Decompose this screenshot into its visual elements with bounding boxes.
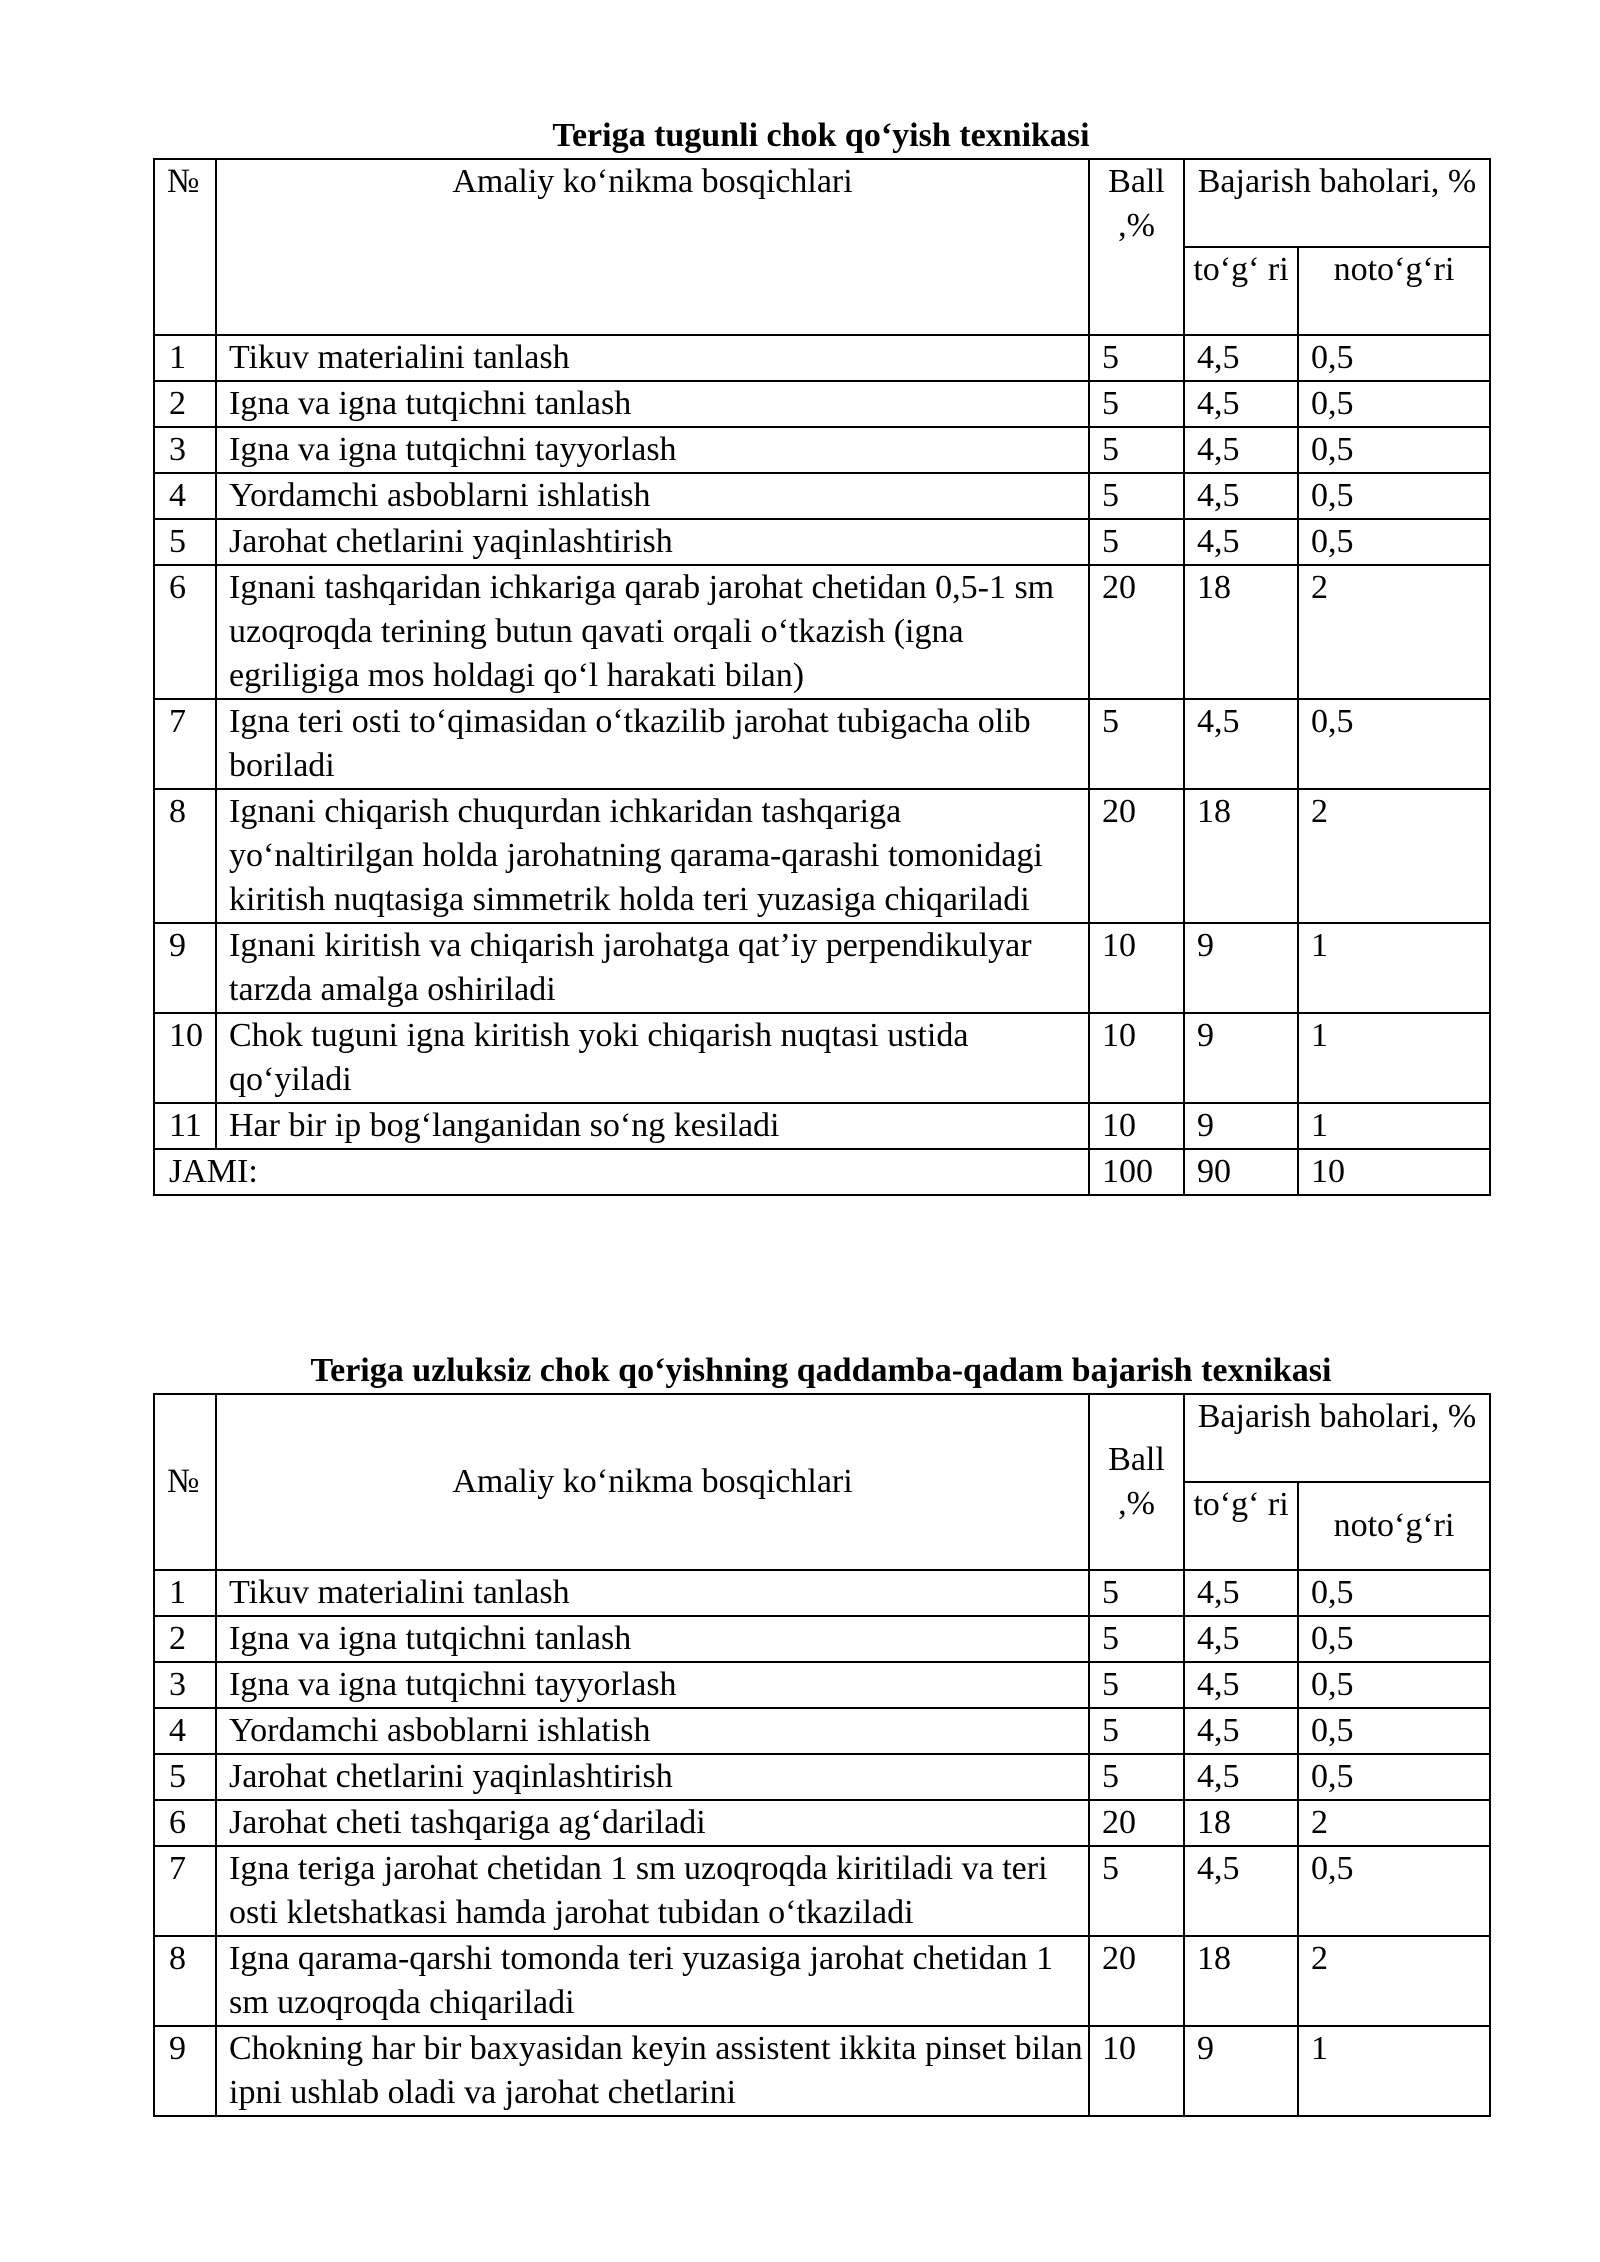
row-togri: 4,5 [1184,427,1298,473]
table-row [154,519,1490,565]
row-togri: 4,5 [1184,1708,1298,1754]
row-notogri: 0,5 [1298,427,1490,473]
row-ball: 5 [1089,1570,1184,1616]
row-step-text: Igna va igna tutqichni tayyorlash [216,1662,1089,1708]
row-ball: 5 [1089,1846,1184,1936]
row-number: 6 [154,565,216,699]
row-number: 3 [154,1662,216,1708]
row-ball: 5 [1089,519,1184,565]
row-ball: 5 [1089,335,1184,381]
row-togri: 4,5 [1184,1616,1298,1662]
row-notogri: 1 [1298,1013,1490,1103]
row-ball: 10 [1089,1103,1184,1149]
table-row [154,473,1490,519]
row-number: 6 [154,1800,216,1846]
row-step-text: Igna qarama-qarshi tomonda teri yuzasiga jarohat chetidan 1 sm uzoqroqda chiqariladi [216,1936,1089,2026]
row-ball: 20 [1089,1936,1184,2026]
row-number: 9 [154,2026,216,2116]
table1-header-steps: Amaliy ko‘nikma bosqichlari [216,159,1089,335]
row-step-text: Tikuv materialini tanlash [216,1570,1089,1616]
row-ball: 10 [1089,2026,1184,2116]
row-step-text: Jarohat cheti tashqariga ag‘dariladi [216,1800,1089,1846]
row-ball: 10 [1089,1013,1184,1103]
row-number: 4 [154,473,216,519]
table2-header-steps: Amaliy ko‘nikma bosqichlari [216,1394,1089,1570]
table-row [154,381,1490,427]
row-togri: 9 [1184,1103,1298,1149]
table-row [154,1846,1490,1936]
row-step-text: Igna teriga jarohat chetidan 1 sm uzoqroqda kiritiladi va teri osti kletshatkasi hamda jarohat tubidan o‘tkaziladi [216,1846,1089,1936]
table1-header-ball: Ball ,% [1089,159,1184,335]
table1-total-row [154,1149,1490,1195]
table2-header-ball: Ball ,% [1089,1394,1184,1570]
row-number: 1 [154,335,216,381]
table-row [154,2026,1490,2116]
row-step-text: Chokning har bir baxyasidan keyin assistent ikkita pinset bilan ipni ushlab oladi va jarohat chetlarini [216,2026,1089,2116]
row-togri: 4,5 [1184,335,1298,381]
row-number: 1 [154,1570,216,1616]
row-notogri: 0,5 [1298,1662,1490,1708]
table2-title: Teriga uzluksiz chok qo‘yishning qaddamba-qadam bajarish texnikasi [310,1352,1332,1389]
row-ball: 10 [1089,923,1184,1013]
row-ball: 20 [1089,789,1184,923]
row-ball: 5 [1089,1708,1184,1754]
row-number: 8 [154,1936,216,2026]
row-ball: 5 [1089,1754,1184,1800]
row-number: 11 [154,1103,216,1149]
row-togri: 4,5 [1184,381,1298,427]
row-step-text: Igna va igna tutqichni tanlash [216,381,1089,427]
row-step-text: Ignani tashqaridan ichkariga qarab jarohat chetidan 0,5-1 sm uzoqroqda terining butun qavati orqali o‘tkazish (igna egriligiga mos holdagi qo‘l harakati bilan) [216,565,1089,699]
row-number: 10 [154,1013,216,1103]
row-notogri: 0,5 [1298,1616,1490,1662]
row-togri: 9 [1184,2026,1298,2116]
table-row [154,1013,1490,1103]
row-notogri: 0,5 [1298,381,1490,427]
table1-header-togri: to‘g‘ ri [1184,247,1298,335]
row-togri: 9 [1184,923,1298,1013]
row-notogri: 0,5 [1298,335,1490,381]
row-number: 4 [154,1708,216,1754]
table-row [154,1708,1490,1754]
table-row [154,1936,1490,2026]
row-ball: 5 [1089,1616,1184,1662]
row-step-text: Yordamchi asboblarni ishlatish [216,1708,1089,1754]
row-notogri: 0,5 [1298,473,1490,519]
table-row [154,1662,1490,1708]
row-notogri: 2 [1298,789,1490,923]
row-number: 5 [154,1754,216,1800]
row-ball: 5 [1089,473,1184,519]
row-step-text: Har bir ip bog‘langanidan so‘ng kesiladi [216,1103,1089,1149]
table1-total-ball: 100 [1089,1149,1184,1195]
table1-body [154,335,1490,1149]
row-togri: 4,5 [1184,519,1298,565]
row-step-text: Ignani chiqarish chuqurdan ichkaridan tashqariga yo‘naltirilgan holda jarohatning qarama-qarashi tomonidagi kiritish nuqtasiga simmetrik holda teri yuzasiga chiqariladi [216,789,1089,923]
row-notogri: 0,5 [1298,519,1490,565]
table-row [154,427,1490,473]
table1 [153,158,1491,1196]
row-notogri: 0,5 [1298,1846,1490,1936]
row-ball: 20 [1089,565,1184,699]
table1-header-notogri: noto‘g‘ri [1298,247,1490,335]
table-row [154,1570,1490,1616]
row-ball: 5 [1089,381,1184,427]
row-notogri: 2 [1298,1936,1490,2026]
row-step-text: Jarohat chetlarini yaqinlashtirish [216,1754,1089,1800]
row-number: 5 [154,519,216,565]
table2 [153,1393,1491,2117]
row-notogri: 2 [1298,565,1490,699]
row-togri: 4,5 [1184,1662,1298,1708]
table-row [154,1616,1490,1662]
row-ball: 5 [1089,699,1184,789]
row-notogri: 0,5 [1298,1570,1490,1616]
row-togri: 18 [1184,789,1298,923]
row-ball: 5 [1089,1662,1184,1708]
row-notogri: 0,5 [1298,1754,1490,1800]
row-number: 2 [154,1616,216,1662]
table2-header-togri: to‘g‘ ri [1184,1482,1298,1570]
row-ball: 20 [1089,1800,1184,1846]
row-notogri: 1 [1298,2026,1490,2116]
row-notogri: 0,5 [1298,699,1490,789]
row-step-text: Tikuv materialini tanlash [216,335,1089,381]
row-number: 9 [154,923,216,1013]
table1-total-togri: 90 [1184,1149,1298,1195]
table-row [154,789,1490,923]
row-notogri: 2 [1298,1800,1490,1846]
table-row [154,1754,1490,1800]
row-togri: 4,5 [1184,1570,1298,1616]
row-togri: 4,5 [1184,699,1298,789]
row-number: 3 [154,427,216,473]
row-step-text: Chok tuguni igna kiritish yoki chiqarish nuqtasi ustida qo‘yiladi [216,1013,1089,1103]
table-row [154,1103,1490,1149]
row-notogri: 1 [1298,1103,1490,1149]
table-row [154,335,1490,381]
row-togri: 18 [1184,1800,1298,1846]
table-row [154,1800,1490,1846]
table-row [154,699,1490,789]
row-togri: 4,5 [1184,1846,1298,1936]
row-togri: 18 [1184,1936,1298,2026]
row-step-text: Igna va igna tutqichni tanlash [216,1616,1089,1662]
row-togri: 4,5 [1184,1754,1298,1800]
table2-header-notogri: noto‘g‘ri [1298,1482,1490,1570]
table2-header-num: № [154,1394,216,1570]
row-number: 7 [154,699,216,789]
table-row [154,923,1490,1013]
row-ball: 5 [1089,427,1184,473]
row-step-text: Ignani kiritish va chiqarish jarohatga qat’iy perpendikulyar tarzda amalga oshiriladi [216,923,1089,1013]
row-number: 8 [154,789,216,923]
table1-total-notogri: 10 [1298,1149,1490,1195]
row-togri: 9 [1184,1013,1298,1103]
table1-header-num: № [154,159,216,335]
row-number: 7 [154,1846,216,1936]
table1-header-bajarish: Bajarish baholari, % [1184,159,1490,247]
row-notogri: 0,5 [1298,1708,1490,1754]
row-step-text: Yordamchi asboblarni ishlatish [216,473,1089,519]
table2-header-bajarish: Bajarish baholari, % [1184,1394,1490,1482]
row-step-text: Igna teri osti to‘qimasidan o‘tkazilib jarohat tubigacha olib boriladi [216,699,1089,789]
table2-body [154,1570,1490,2116]
table1-total-label: JAMI: [154,1149,1089,1195]
row-notogri: 1 [1298,923,1490,1013]
row-number: 2 [154,381,216,427]
row-step-text: Igna va igna tutqichni tayyorlash [216,427,1089,473]
row-step-text: Jarohat chetlarini yaqinlashtirish [216,519,1089,565]
table-row [154,565,1490,699]
row-togri: 18 [1184,565,1298,699]
row-togri: 4,5 [1184,473,1298,519]
table1-title: Teriga tugunli chok qo‘yish texnikasi [552,117,1090,154]
